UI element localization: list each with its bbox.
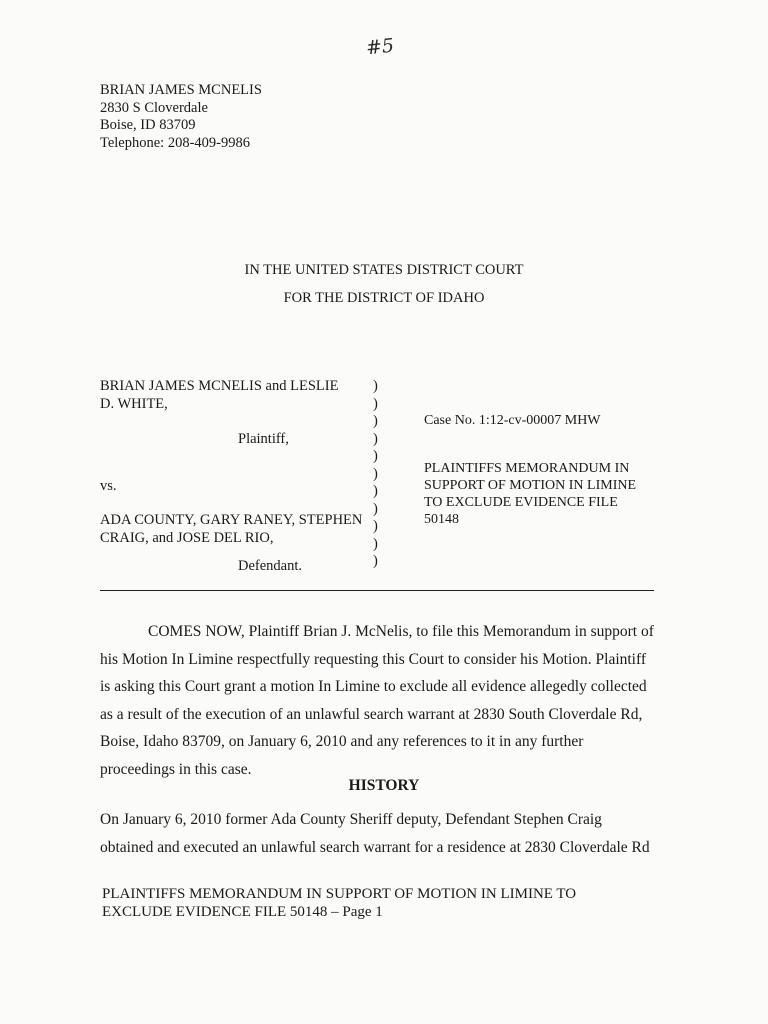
intro-line: proceedings in this case. — [100, 760, 252, 778]
versus-label: vs. — [100, 478, 117, 494]
document-title-line3: TO EXCLUDE EVIDENCE FILE — [424, 495, 618, 510]
attorney-name: BRIAN JAMES MCNELIS — [100, 82, 262, 98]
caption-paren: ) — [373, 430, 378, 447]
document-title-line2: SUPPORT OF MOTION IN LIMINE — [424, 478, 637, 493]
caption-paren: ) — [373, 448, 378, 464]
court-district: FOR THE DISTRICT OF IDAHO — [283, 290, 485, 306]
caption-paren: ) — [373, 483, 378, 499]
caption-paren: ) — [373, 518, 378, 534]
handwritten-docket-note: #5 — [364, 34, 396, 60]
case-number: Case No. 1:12-cv-00007 MHW — [424, 413, 601, 428]
caption-paren: ) — [373, 500, 378, 517]
history-line: obtained and executed an unlawful search warrant for a residence at 2830 Cloverdale Rd — [100, 838, 650, 856]
plaintiff-label: Plaintiff, — [238, 430, 289, 447]
intro-line: as a result of the execution of an unlawful search warrant at 2830 South Cloverdale Rd, — [100, 705, 643, 723]
attorney-street: 2830 S Cloverdale — [100, 99, 208, 116]
history-paragraph — [100, 806, 660, 861]
history-line: On January 6, 2010 former Ada County Sheriff deputy, Defendant Stephen Craig — [100, 811, 602, 828]
intro-line: is asking this Court grant a motion In Limine to exclude all evidence allegedly collected — [100, 678, 647, 695]
page-footer — [102, 885, 576, 921]
intro-paragraph — [100, 618, 660, 783]
caption-paren: ) — [373, 535, 378, 552]
intro-line: his Motion In Limine respectfully requesting this Court to consider his Motion. Plaintiff — [100, 650, 647, 668]
intro-line: COMES NOW, Plaintiff Brian J. McNelis, to file this Memorandum in support of — [148, 623, 654, 640]
document-title-line4: 50148 — [424, 512, 459, 527]
footer-line1: PLAINTIFFS MEMORANDUM IN SUPPORT OF MOTION IN LIMINE TO — [102, 886, 577, 902]
document-title-line1: PLAINTIFFS MEMORANDUM IN — [424, 461, 630, 476]
defendants-line1: ADA COUNTY, GARY RANEY, STEPHEN — [100, 512, 363, 528]
intro-line: Boise, Idaho 83709, on January 6, 2010 and any references to it in any further — [100, 733, 584, 750]
caption-paren: ) — [373, 465, 378, 482]
caption-divider — [100, 590, 654, 591]
court-name: IN THE UNITED STATES DISTRICT COURT — [244, 262, 524, 278]
plaintiffs-line1: BRIAN JAMES MCNELIS and LESLIE — [100, 378, 339, 394]
plaintiffs-line2: D. WHITE, — [100, 395, 168, 412]
defendants-line2: CRAIG, and JOSE DEL RIO, — [100, 529, 274, 546]
footer-line2: EXCLUDE EVIDENCE FILE 50148 – Page 1 — [102, 904, 383, 920]
caption-parenthesis-column — [373, 378, 378, 571]
caption-paren: ) — [373, 413, 378, 429]
attorney-telephone: Telephone: 208-409-9986 — [100, 134, 250, 151]
caption-paren: ) — [373, 553, 378, 569]
caption-paren: ) — [373, 378, 378, 394]
attorney-city: Boise, ID 83709 — [100, 117, 196, 133]
caption-paren: ) — [373, 395, 378, 412]
defendant-label: Defendant. — [238, 558, 303, 574]
history-heading: HISTORY — [348, 777, 420, 794]
attorney-block — [100, 82, 262, 152]
